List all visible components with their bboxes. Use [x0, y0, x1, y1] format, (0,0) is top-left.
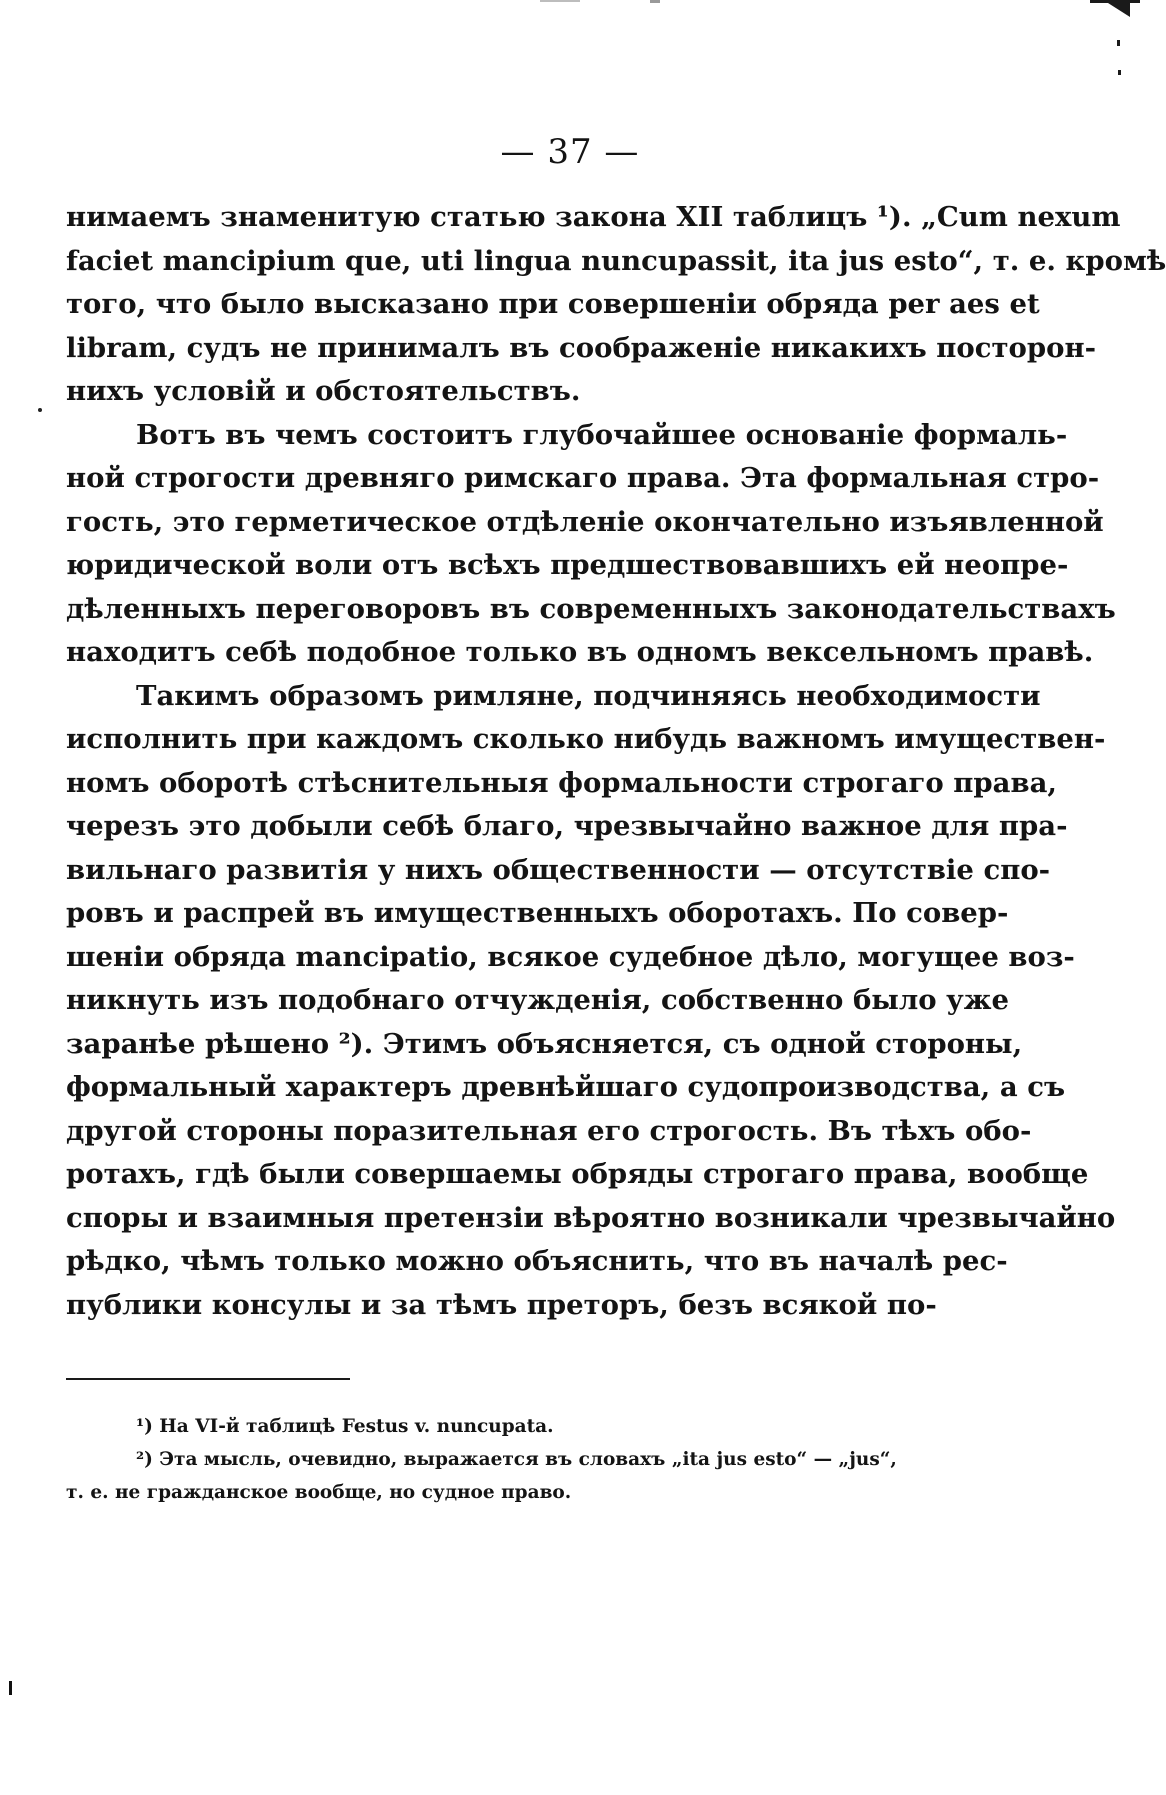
text-line: юридической воли отъ всѣхъ предшествовавшихъ ей неопре- [66, 549, 1069, 581]
text-line: гость, это герметическое отдѣленіе окончательно изъявленной [66, 505, 1104, 538]
text-line: исполнить при каждомъ сколько нибудь важномъ имуществен- [66, 723, 1106, 755]
text-line: заранѣе рѣшено ²). Этимъ объясняется, съ одной стороны, [66, 1027, 1023, 1060]
text-line: Вотъ въ чемъ состоитъ глубочайшее основаніе формаль- [136, 418, 1068, 451]
paragraph [66, 675, 1116, 1328]
scan-artifact [540, 0, 580, 2]
text-line: находитъ себѣ подобное только въ одномъ вексельномъ правѣ. [66, 636, 1094, 668]
text-line: ротахъ, гдѣ были совершаемы обряды строгаго права, вообще [66, 1158, 1089, 1190]
footnote-divider [66, 1378, 350, 1380]
text-line: Такимъ образомъ римляне, подчиняясь необходимости [136, 679, 1041, 712]
paragraph [66, 414, 1116, 675]
text-line: другой стороны поразительная его строгость. Въ тѣхъ обо- [66, 1114, 1032, 1147]
text-line: формальный характеръ древнѣйшаго судопроизводства, а съ [66, 1071, 1066, 1103]
text-line: вильнаго развитія у нихъ общественности — отсутствіе спо- [66, 853, 1051, 886]
text-line: нимаемъ знаменитую статью закона XII таблицъ ¹). „Cum nexum [66, 201, 1121, 233]
text-line: faciet mancipium que, uti lingua nuncupassit, ita jus esto“, т. е. кромѣ [66, 244, 1166, 277]
text-line: того, что было высказано при совершеніи обряда per aes et [66, 288, 1040, 320]
text-line: публики консулы и за тѣмъ преторъ, безъ всякой по- [66, 1288, 937, 1321]
text-line: рѣдко, чѣмъ только можно объяснить, что въ началѣ рес- [66, 1245, 1008, 1277]
text-line: ной строгости древняго римскаго права. Эта формальная стро- [66, 462, 1100, 494]
text-line: споры и взаимныя претензіи вѣроятно возникали чрезвычайно [66, 1201, 1116, 1234]
text-line: номъ оборотѣ стѣснительныя формальности строгаго права, [66, 766, 1057, 799]
scan-artifact [1117, 40, 1120, 46]
footnotes [66, 1410, 936, 1509]
scan-artifact [9, 1681, 12, 1695]
footnote-1: ¹) На VI-й таблицѣ Festus v. nuncupata. [136, 1416, 554, 1437]
text-line: libram, судъ не принималъ въ соображеніе никакихъ посторон- [66, 331, 1097, 364]
text-line: черезъ это добыли себѣ благо, чрезвычайно важное для пра- [66, 810, 1068, 842]
main-text [66, 196, 1166, 1327]
text-line: никнуть изъ подобнаго отчужденія, собственно было уже [66, 984, 1010, 1016]
text-line: ровъ и распрей въ имущественныхъ оборотахъ. По совер- [66, 897, 1009, 929]
footnote-2: ²) Эта мысль, очевидно, выражается въ словахъ „ita jus esto“ — „jus“, [136, 1449, 897, 1470]
footnote-2-continuation: т. е. не гражданское вообще, но судное право. [66, 1482, 572, 1503]
scan-artifact [1090, 0, 1140, 3]
text-line: нихъ условій и обстоятельствъ. [66, 375, 581, 407]
scan-artifact [1118, 70, 1121, 75]
text-line: дѣленныхъ переговоровъ въ современныхъ законодательствахъ [66, 592, 1116, 625]
paragraph [66, 196, 1166, 414]
page-number: — 37 — [500, 132, 640, 172]
scan-artifact [650, 0, 660, 3]
scan-artifact [1108, 3, 1130, 17]
text-line: шеніи обряда mancipatio, всякое судебное дѣло, могущее воз- [66, 940, 1075, 973]
margin-dot [38, 408, 42, 412]
